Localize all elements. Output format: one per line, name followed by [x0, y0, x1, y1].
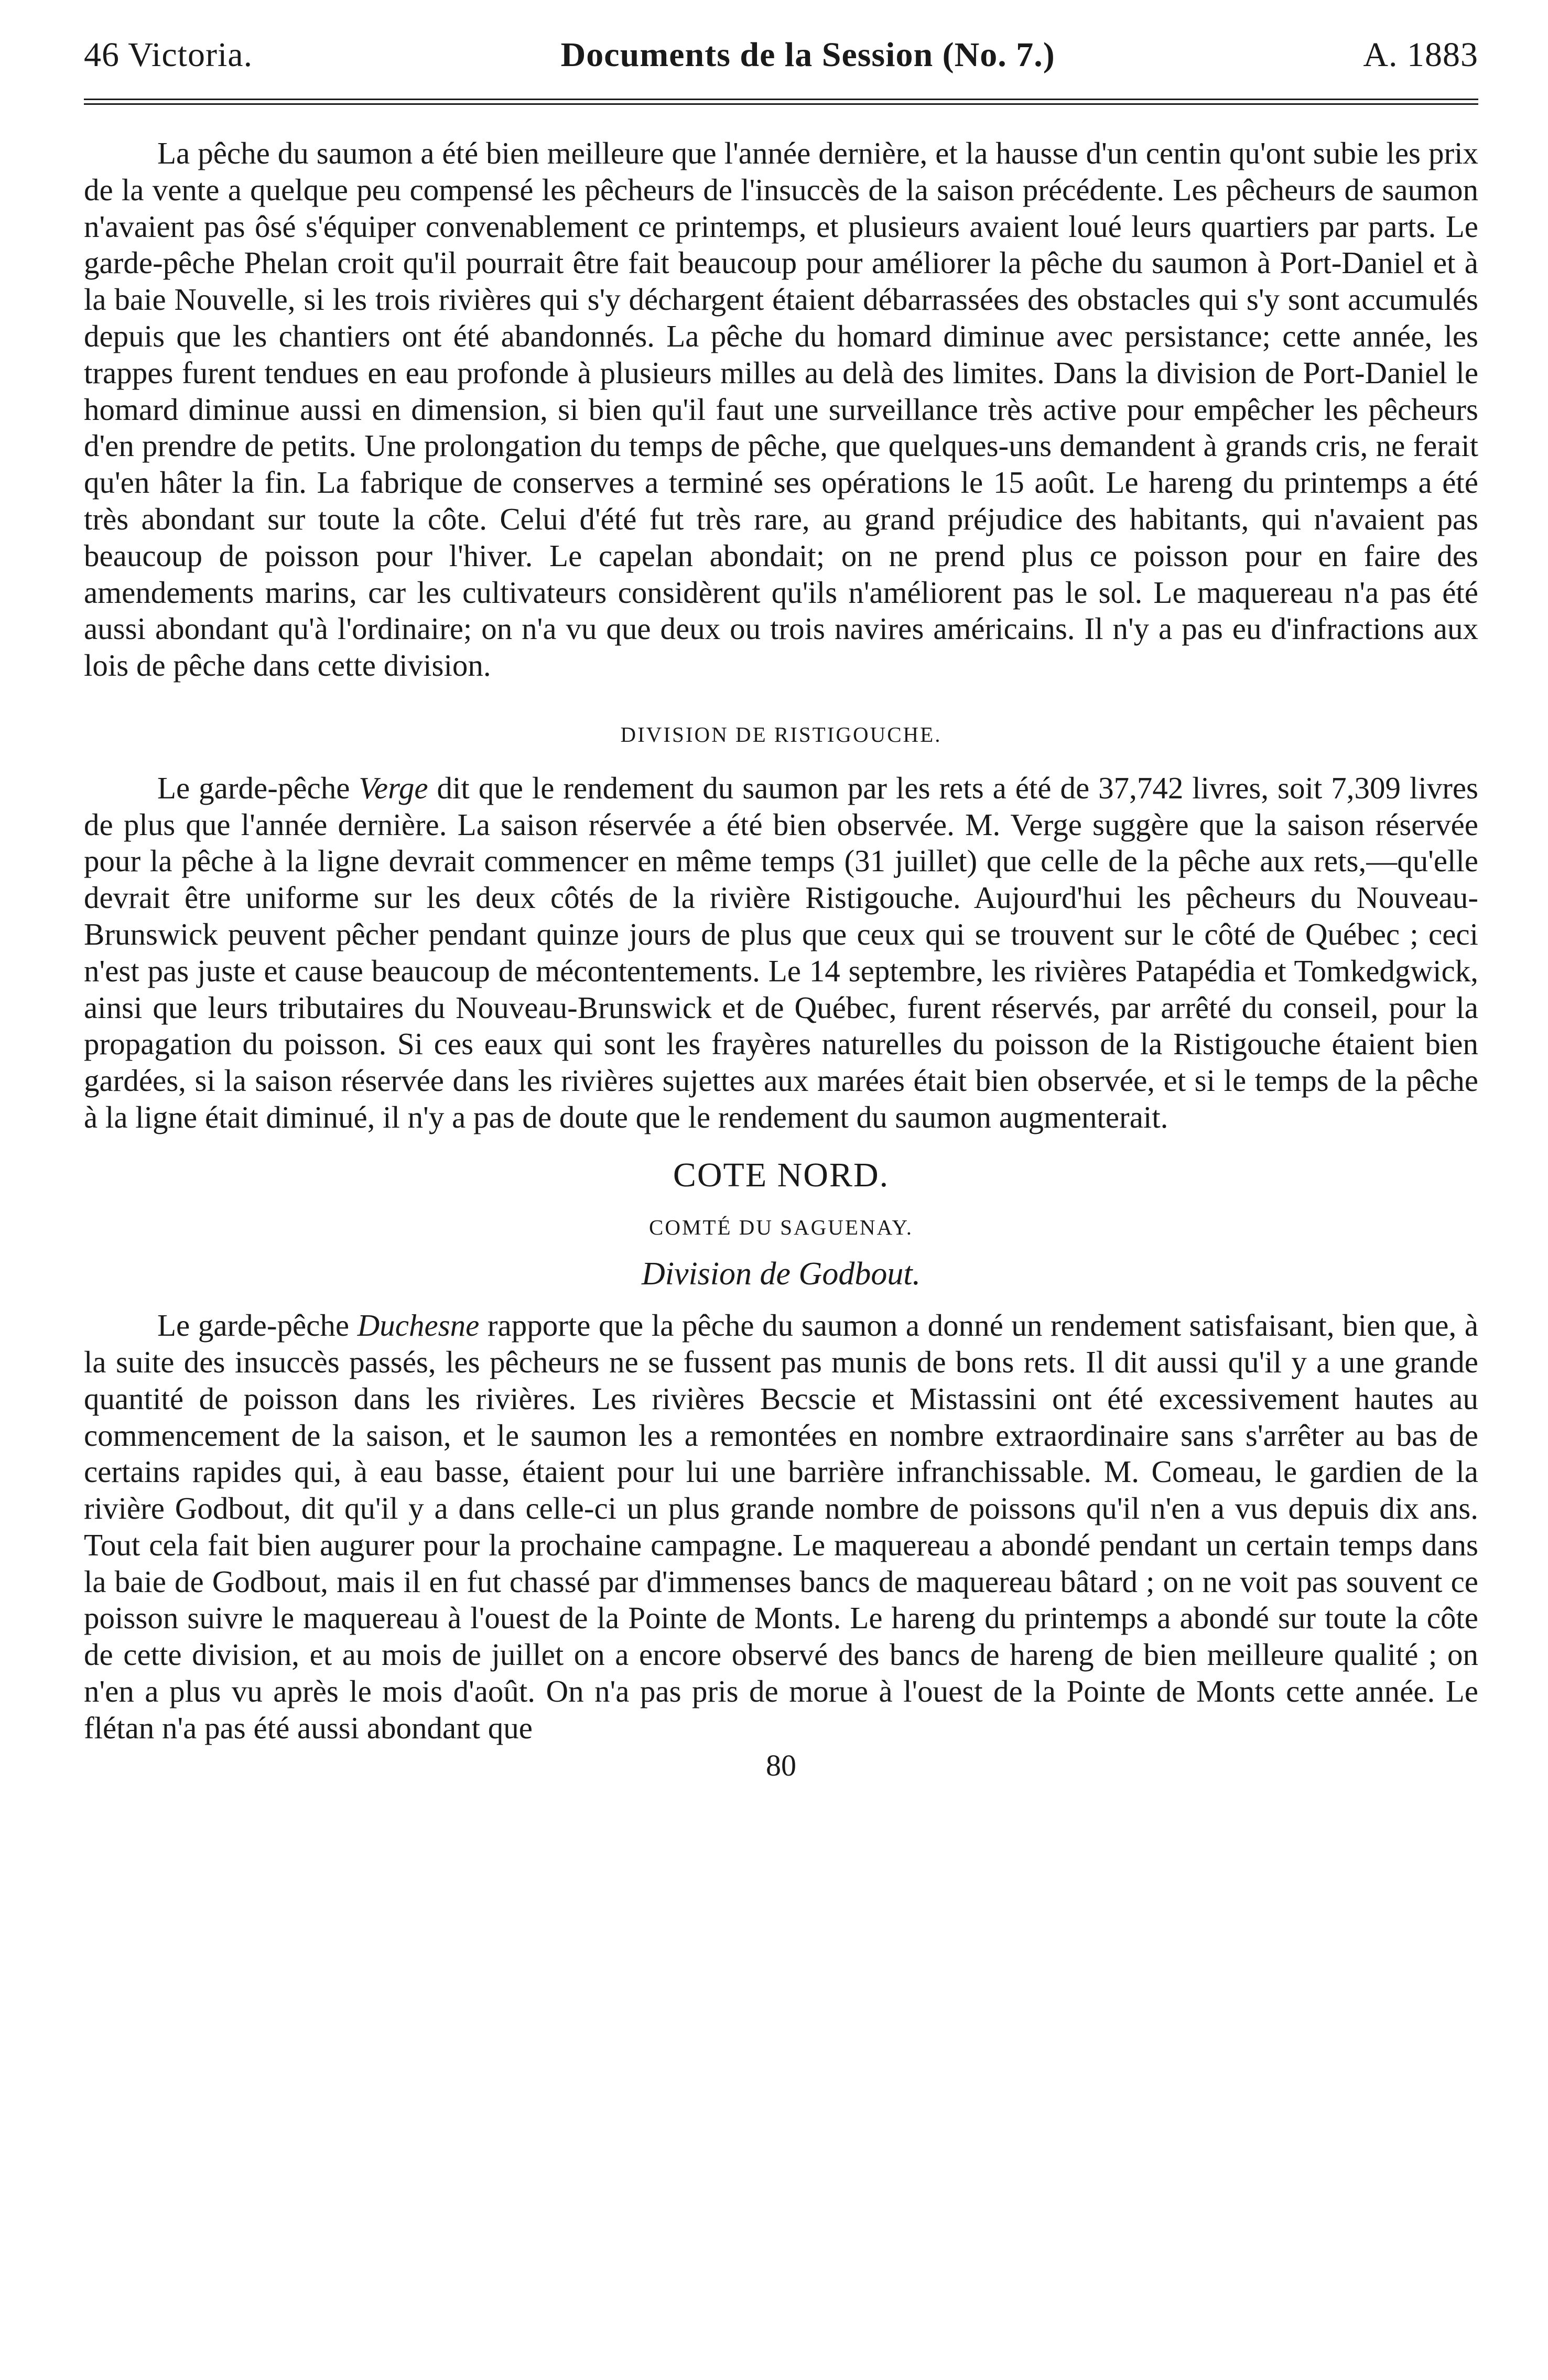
paragraph-ristigouche-lead: Le garde-pêche: [157, 770, 359, 805]
document-page: [84, 31, 1478, 2359]
paragraph-ristigouche-rest: dit que le rendement du saumon par les rets a été de 37,742 livres, soit 7,309 livres de plus que l'année dernière. La saison réservée a été bien observée. M. Verge suggère que la saison réservée pour la pêche à la ligne devrait commencer en même temps (31 juillet) que celle de la pêche aux rets,—qu'elle devrait être uniforme sur les deux côtés de la rivière Ristigouche. Aujourd'hui les pêcheurs du Nouveau-Brunswick peuvent pêcher pendant quinze jours de plus que ceux qui se trouvent sur le côté de Québec ; ceci n'est pas juste et cause beaucoup de mécontentements. Le 14 septembre, les rivières Patapédia et Tomkedgwick, ainsi que leurs tributaires du Nouveau-Brunswick et de Québec, furent réservés, par arrêté du conseil, pour la propagation du poisson. Si ces eaux qui sont les frayères naturelles du poisson de la Ristigouche étaient bien gardées, si la saison réservée dans les rivières sujettes aux marées était bien observée, et si le temps de la pêche à la ligne était diminué, il n'y a pas de doute que le rendement du saumon augmenterait.: [84, 770, 1479, 1134]
header-volume: 46 Victoria.: [84, 36, 253, 74]
section-heading-ristigouche: DIVISION DE RISTIGOUCHE.: [620, 722, 942, 747]
paragraph-godbout-rest: rapporte que la pêche du saumon a donné un rendement satisfaisant, bien que, à la suite des insuccès passés, les pêcheurs ne se fussent pas munis de bons rets. Il dit aussi qu'il y a une grande quantité de poisson dans les rivières. Les rivières Becscie et Mistassini ont été excessivement hautes au commencement de la saison, et le saumon les a remontées en nombre extraordinaire sans s'arrêter au bas de certains rapides qui, à eau basse, étaient pour lui une barrière infranchissable. M. Comeau, le gardien de la rivière Godbout, dit qu'il y a dans celle-ci un plus grande nombre de poissons qu'il n'en a vus depuis dix ans. Tout cela fait bien augurer pour la prochaine campagne. Le maquereau a abondé pendant un certain temps dans la baie de Godbout, mais il en fut chassé par d'immenses bancs de maquereau bâtard ; on ne voit pas souvent ce poisson suivre le maquereau à l'ouest de la Pointe de Monts. Le hareng du printemps a abondé sur toute la côte de cette division, et au mois de juillet on a encore observé des bancs de hareng de bien meilleure qualité ; on n'en a plus vu après le mois d'août. On n'a pas pris de morue à l'ouest de la Pointe de Monts cette année. Le flétan n'a pas été aussi abondant que: [84, 1308, 1479, 1745]
page-number: 80: [766, 1748, 796, 1782]
section-heading-cote-nord: COTE NORD.: [673, 1155, 890, 1194]
paragraph-godbout-report: [84, 1307, 1478, 1747]
body-text: [84, 135, 1478, 1747]
officer-name-duchesne: Duchesne: [357, 1308, 480, 1343]
paragraph-ristigouche-report: [84, 770, 1478, 1136]
subheading-saguenay: COMTÉ DU SAGUENAY.: [649, 1215, 913, 1239]
running-header: [84, 31, 1478, 79]
paragraph-gaspe-report: La pêche du saumon a été bien meilleure que l'année dernière, et la hausse d'un centin qu'ont subie les prix de la vente a quelque peu compensé les pêcheurs de l'insuccès de la saison précédente. Les pêcheurs de saumon n'avaient pas ôsé s'équiper convenablement ce printemps, et plusieurs avaient loué leurs quartiers par parts. Le garde-pêche Phelan croit qu'il pourrait être fait beaucoup pour améliorer la pêche du saumon à Port-Daniel et à la baie Nouvelle, si les trois rivières qui s'y déchargent étaient débarrassées des obstacles qui s'y sont accumulés depuis que les chantiers ont été abandonnés. La pêche du homard diminue avec persistance; cette année, les trappes furent tendues en eau profonde à plusieurs milles au delà des limites. Dans la division de Port-Daniel le homard diminue aussi en dimension, si bien qu'il faut une surveillance très active pour empêcher les pêcheurs d'en prendre de petits. Une prolongation du temps de pêche, que quelques-uns demandent à grands cris, ne ferait qu'en hâter la fin. La fabrique de conserves a terminé ses opérations le 15 août. Le hareng du printemps a été très abondant sur toute la côte. Celui d'été fut très rare, au grand préjudice des habitants, qui n'avaient pas beaucoup de poisson pour l'hiver. Le capelan abondait; on ne prend plus ce poisson pour en faire des amendements marins, car les cultivateurs considèrent qu'ils n'améliorent pas le sol. Le maquereau n'a pas été aussi abondant qu'à l'ordinaire; on n'a vu que deux ou trois navires américains. Il n'y a pas eu d'infractions aux lois de pêche dans cette division.: [84, 136, 1478, 683]
subheading-godbout: Division de Godbout.: [641, 1256, 921, 1292]
paragraph-godbout-lead: Le garde-pêche: [157, 1308, 358, 1343]
header-double-rule: [84, 99, 1478, 105]
officer-name-verge: Verge: [359, 770, 428, 805]
header-year: A. 1883: [1363, 36, 1478, 74]
header-title: Documents de la Session (No. 7.): [560, 36, 1055, 74]
